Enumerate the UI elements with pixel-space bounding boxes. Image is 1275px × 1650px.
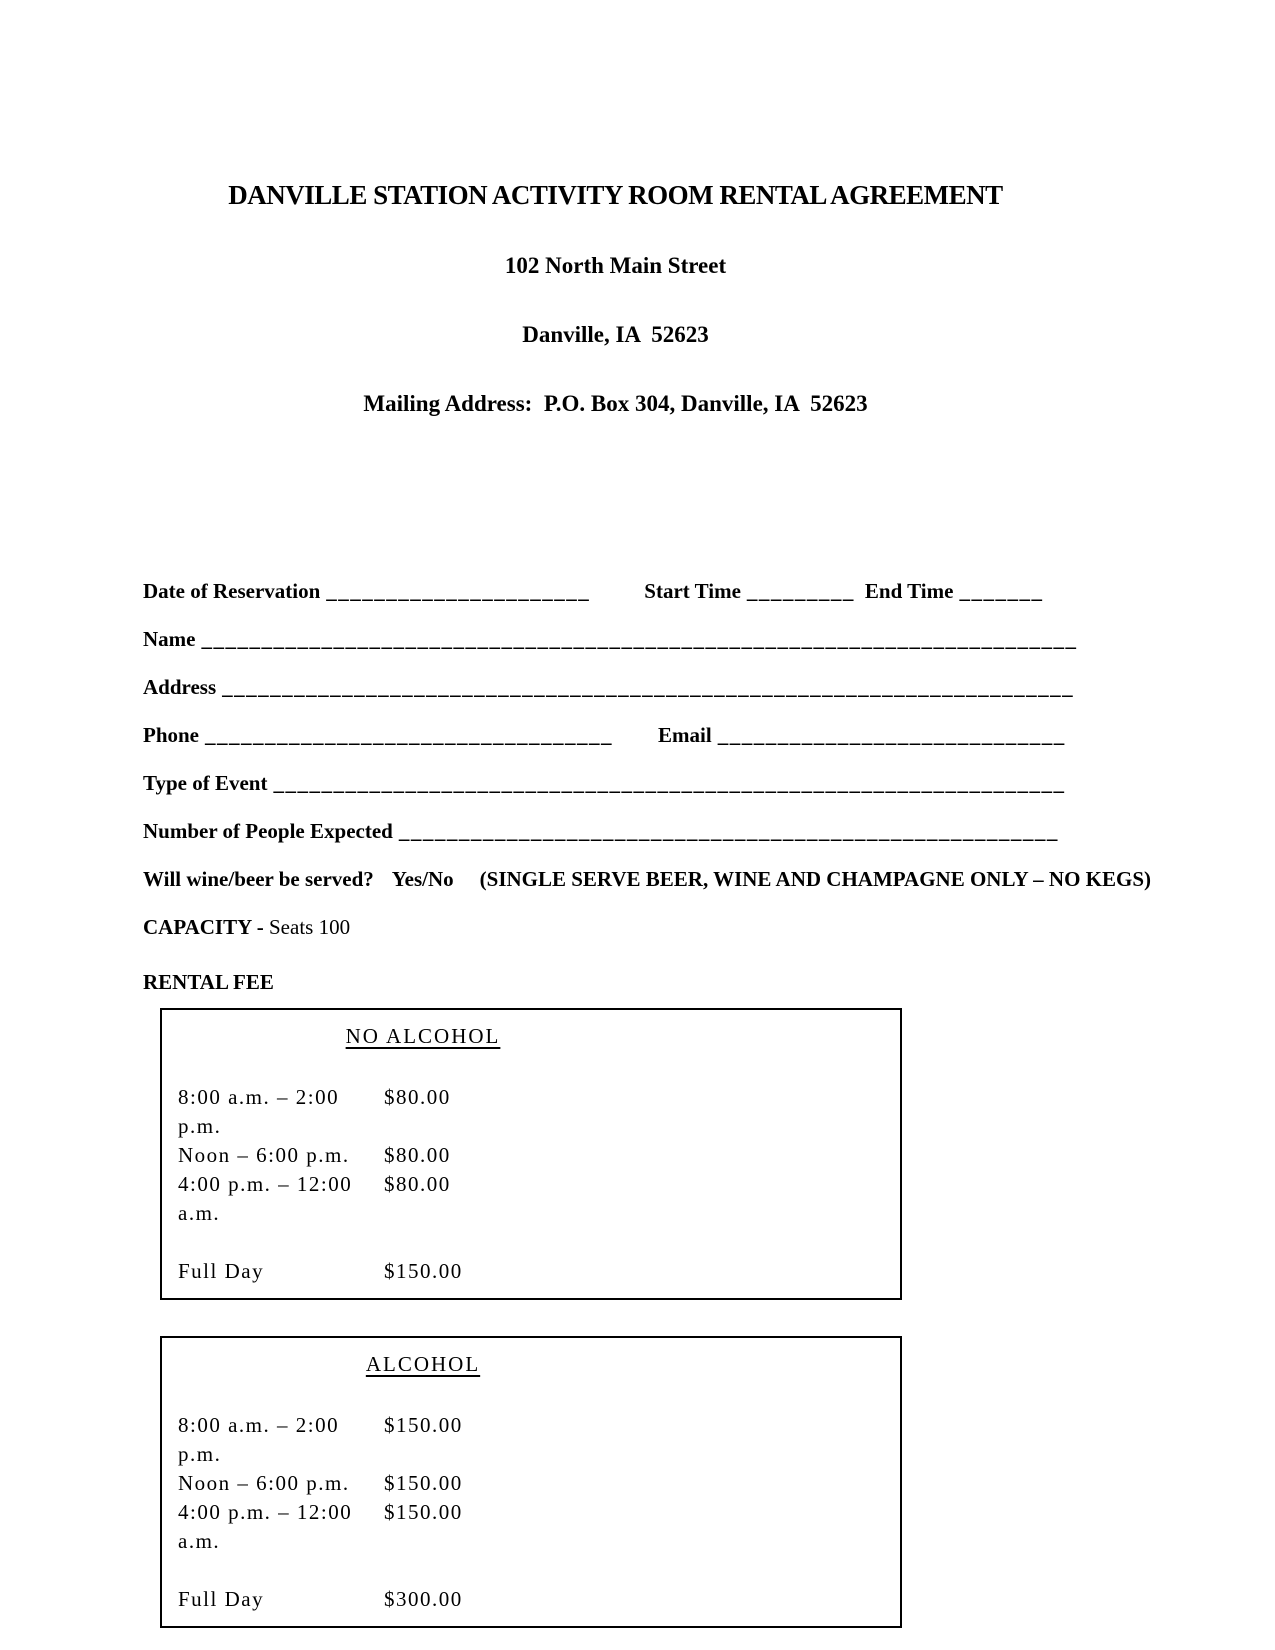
- price: $150.00: [384, 1413, 463, 1437]
- start-time-blank: _________: [746, 579, 855, 603]
- price: $80.00: [384, 1085, 451, 1109]
- phone-label: Phone: [143, 723, 200, 747]
- price: $80.00: [384, 1143, 451, 1167]
- people-expected-blank: _______________________________________________________: [398, 819, 1059, 843]
- end-time-label: End Time: [864, 579, 954, 603]
- capacity-value: Seats 100: [263, 915, 351, 939]
- full-day-price: $300.00: [384, 1587, 463, 1611]
- people-expected-label: Number of People Expected: [143, 819, 393, 843]
- time-slot: 4:00 p.m. – 12:00 a.m.: [178, 1172, 353, 1225]
- no-alcohol-rate-box: [160, 1008, 902, 1300]
- alcohol-title: ALCOHOL: [365, 1352, 481, 1376]
- address-row: [143, 674, 1088, 700]
- full-day-rate-row: [178, 1585, 890, 1614]
- capacity-label: CAPACITY -: [143, 915, 264, 939]
- alcohol-rate-box: [160, 1336, 902, 1628]
- wine-beer-question: Will wine/beer be served?: [143, 867, 374, 891]
- start-time-label: Start Time: [644, 579, 741, 603]
- rate-row: [178, 1469, 890, 1498]
- time-slot: 8:00 a.m. – 2:00 p.m.: [178, 1413, 340, 1466]
- document-header: [143, 141, 1088, 456]
- rental-fee-heading-label: RENTAL FEE: [143, 970, 274, 994]
- wine-beer-note: (SINGLE SERVE BEER, WINE AND CHAMPAGNE ONLY – NO KEGS): [479, 867, 1152, 891]
- people-expected-row: [143, 818, 1088, 844]
- wine-beer-row: [143, 866, 1152, 892]
- name-blank: _________________________________________________________________________: [201, 627, 1078, 651]
- phone-email-row: [143, 722, 1088, 748]
- rate-row: [178, 1411, 890, 1469]
- event-type-row: [143, 770, 1088, 796]
- time-slot: 8:00 a.m. – 2:00 p.m.: [178, 1085, 340, 1138]
- capacity-row: [143, 914, 1088, 940]
- price: $150.00: [384, 1500, 463, 1524]
- phone-blank: __________________________________: [205, 723, 614, 747]
- document-title: DANVILLE STATION ACTIVITY ROOM RENTAL AGREEMENT: [228, 180, 1003, 210]
- time-slot: 4:00 p.m. – 12:00 a.m.: [178, 1500, 353, 1553]
- address-blank: _______________________________________________________________________: [222, 675, 1075, 699]
- type-of-event-blank: __________________________________________________________________: [273, 771, 1066, 795]
- address-label: Address: [143, 675, 217, 699]
- time-slot: Noon – 6:00 p.m.: [178, 1143, 350, 1167]
- email-blank: _____________________________: [717, 723, 1066, 747]
- no-alcohol-title-wrap: [178, 1024, 668, 1049]
- no-alcohol-title: NO ALCOHOL: [345, 1024, 501, 1048]
- full-day-price: $150.00: [384, 1259, 463, 1283]
- rental-fee-heading: [143, 969, 1088, 995]
- rate-row: [178, 1498, 890, 1556]
- end-time-blank: _______: [959, 579, 1044, 603]
- full-day-label: Full Day: [178, 1587, 265, 1611]
- date-of-reservation-blank: ______________________: [326, 579, 591, 603]
- rate-row: [178, 1141, 890, 1170]
- full-day-label: Full Day: [178, 1259, 265, 1283]
- full-day-rate-row: [178, 1257, 890, 1286]
- time-slot: Noon – 6:00 p.m.: [178, 1471, 350, 1495]
- document-content: [143, 141, 1152, 1628]
- date-of-reservation-label: Date of Reservation: [143, 579, 321, 603]
- price: $80.00: [384, 1172, 451, 1196]
- rate-row: [178, 1083, 890, 1141]
- wine-beer-answer-options: Yes/No: [391, 867, 454, 891]
- price: $150.00: [384, 1471, 463, 1495]
- street-address-line: 102 North Main Street: [504, 253, 727, 278]
- date-reservation-row: [143, 578, 1088, 604]
- alcohol-title-wrap: [178, 1352, 668, 1377]
- mailing-address-line: Mailing Address: P.O. Box 304, Danville, IA 52623: [363, 391, 868, 416]
- type-of-event-label: Type of Event: [143, 771, 268, 795]
- name-label: Name: [143, 627, 196, 651]
- name-row: [143, 626, 1088, 652]
- reservation-form: [143, 578, 1152, 995]
- rate-row: [178, 1170, 890, 1228]
- email-label: Email: [658, 723, 712, 747]
- city-state-zip-line: Danville, IA 52623: [522, 322, 709, 347]
